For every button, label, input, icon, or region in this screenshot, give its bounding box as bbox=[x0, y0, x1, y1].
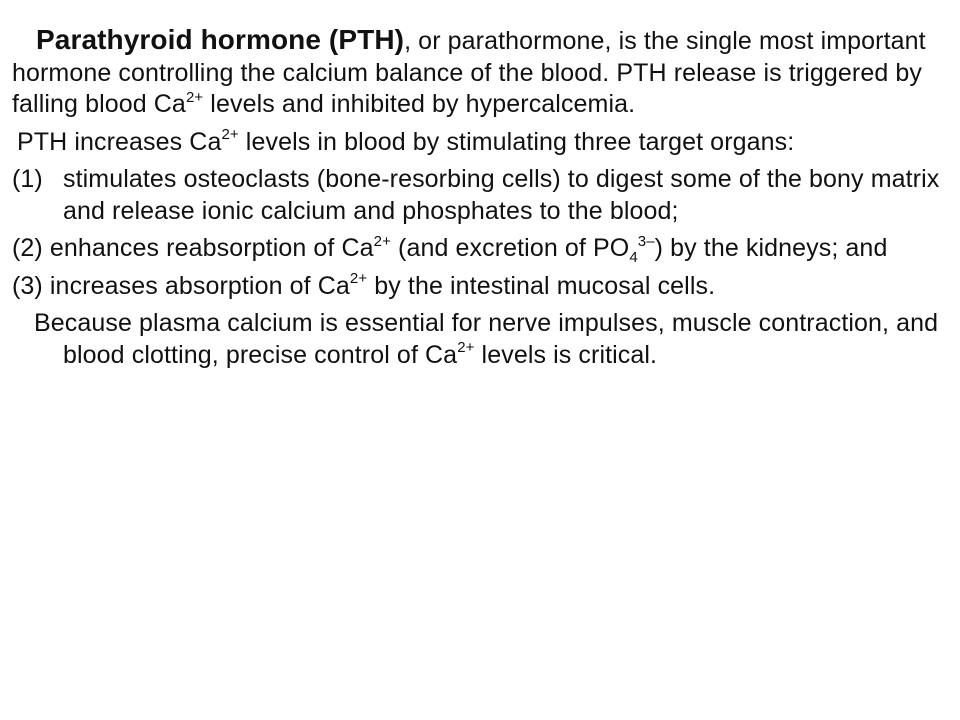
calcium-charge-superscript: 2+ bbox=[373, 232, 391, 250]
pth-definition-text-end: levels and inhibited by hypercalcemia. bbox=[203, 90, 636, 118]
calcium-charge-superscript: 2+ bbox=[221, 126, 239, 144]
phosphate-charge-superscript: 3– bbox=[637, 232, 655, 250]
list-item-text: stimulates osteoclasts (bone-resorbing cells) to digest some of the bony matrix and release ionic calcium and phosphates to the blood; bbox=[63, 165, 940, 225]
list-marker: (2) bbox=[12, 234, 43, 262]
calcium-charge-superscript: 2+ bbox=[349, 270, 368, 288]
target-organs-text-end: levels in blood by stimulating three target organs: bbox=[238, 127, 795, 156]
calcium-charge-superscript: 2+ bbox=[457, 339, 475, 357]
list-item-text: increases absorption of Ca bbox=[42, 271, 350, 300]
list-item-intestine bbox=[12, 271, 944, 303]
calcium-charge-superscript: 2+ bbox=[185, 88, 204, 106]
list-item-osteoclasts bbox=[12, 164, 944, 227]
pth-definition-text: , or parathormone, is the single most important hormone controlling the calcium balance of the blood. PTH release is triggered by falling blood Ca bbox=[12, 27, 926, 118]
list-marker: (3) bbox=[12, 271, 43, 300]
list-marker: (1) bbox=[12, 165, 43, 193]
target-organs-text: PTH increases Ca bbox=[17, 127, 222, 156]
list-item-text-end: by the intestinal mucosal cells. bbox=[367, 271, 716, 300]
paragraph-target-organs bbox=[12, 127, 944, 159]
list-item-text-end: ) by the kidneys; and bbox=[654, 234, 888, 262]
paragraph-pth-definition bbox=[12, 24, 944, 121]
paragraph-calcium-importance bbox=[12, 308, 944, 371]
phosphate-subscript: 4 bbox=[629, 249, 638, 266]
calcium-importance-text: Because plasma calcium is essential for nerve impulses, muscle contraction, and blood clotting, precise control of Ca bbox=[34, 309, 939, 369]
slide-body-text bbox=[12, 24, 944, 371]
list-item-text: enhances reabsorption of Ca bbox=[42, 234, 374, 262]
list-item-kidneys bbox=[12, 233, 944, 265]
list-item-text-mid: (and excretion of PO bbox=[390, 234, 630, 262]
calcium-importance-text-end: levels is critical. bbox=[474, 340, 658, 369]
pth-term: Parathyroid hormone (PTH) bbox=[36, 24, 405, 55]
